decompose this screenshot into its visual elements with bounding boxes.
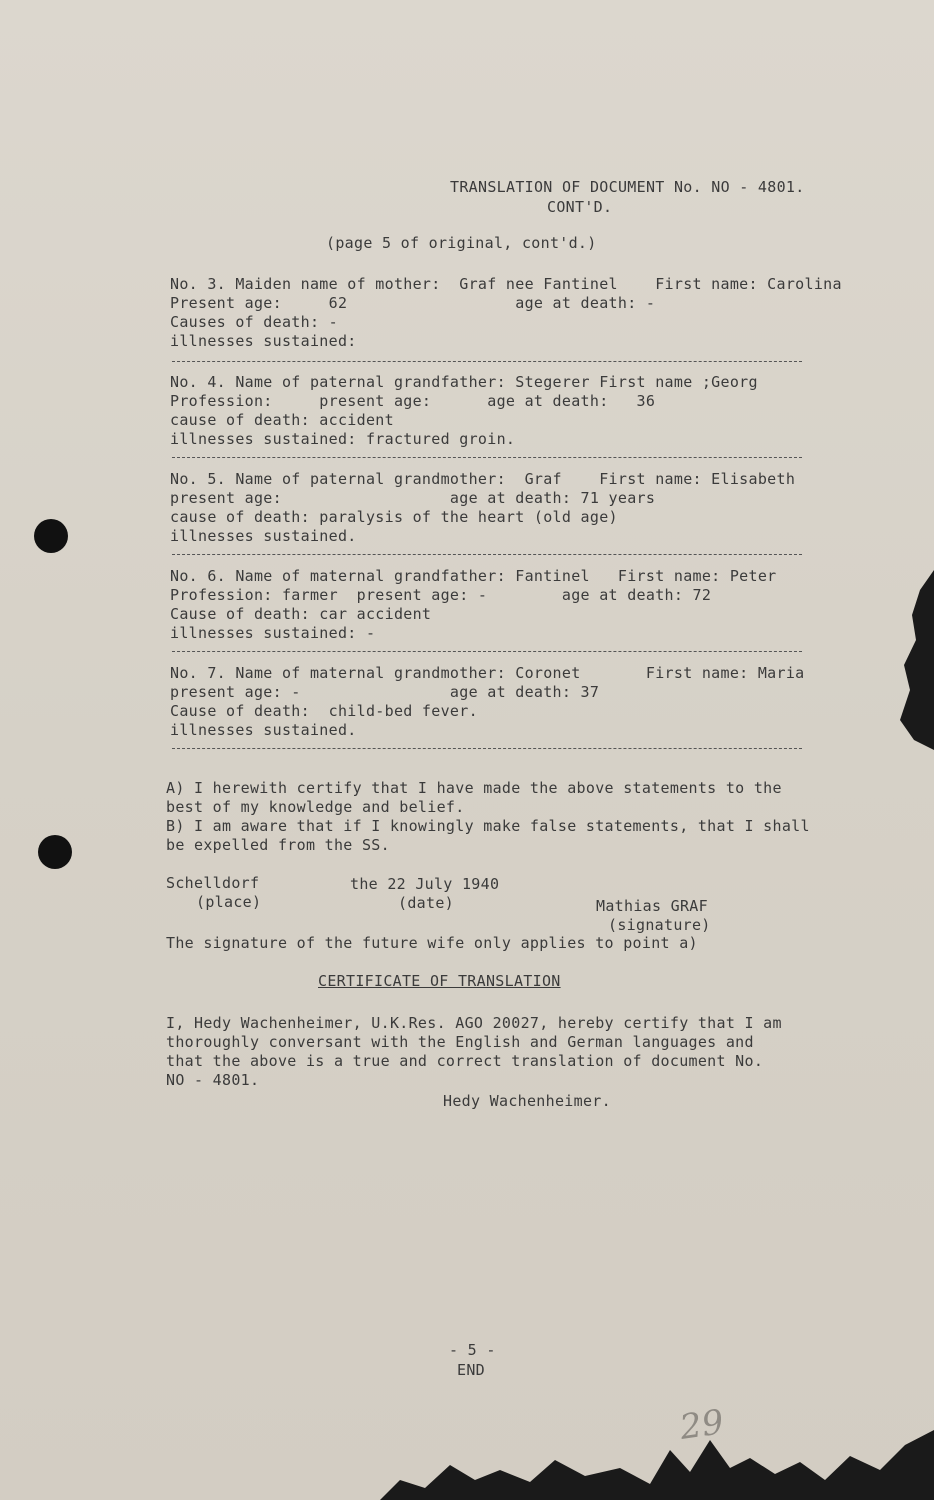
statement-b: B) I am aware that if I knowingly make false statements, that I shall bbox=[166, 817, 810, 835]
entry-line: illnesses sustained. bbox=[170, 721, 357, 739]
divider bbox=[172, 554, 802, 555]
torn-edge-shadow bbox=[890, 570, 934, 750]
certificate-line: I, Hedy Wachenheimer, U.K.Res. AGO 20027, hereby certify that I am bbox=[166, 1014, 782, 1032]
statement-a: best of my knowledge and belief. bbox=[166, 798, 465, 816]
entry-line: No. 5. Name of paternal grandmother: Graf First name: Elisabeth bbox=[170, 470, 796, 488]
entry-line: illnesses sustained. bbox=[170, 527, 357, 545]
place-label: (place) bbox=[196, 893, 262, 911]
entry-line: Cause of death: child-bed fever. bbox=[170, 702, 478, 720]
statement-a: A) I herewith certify that I have made the above statements to the bbox=[166, 779, 782, 797]
punch-hole bbox=[34, 519, 68, 553]
continued-label: CONT'D. bbox=[547, 198, 613, 216]
place-value: Schelldorf bbox=[166, 874, 260, 892]
entry-line: illnesses sustained: bbox=[170, 332, 357, 350]
entry-line: Profession: farmer present age: - age at death: 72 bbox=[170, 586, 712, 604]
end-label: END bbox=[457, 1361, 485, 1379]
entry-line: Present age: 62 age at death: - bbox=[170, 294, 656, 312]
page-number: - 5 - bbox=[449, 1341, 496, 1359]
page-note: (page 5 of original, cont'd.) bbox=[326, 234, 597, 252]
entry-line: illnesses sustained: - bbox=[170, 624, 376, 642]
divider bbox=[172, 457, 802, 458]
date-label: (date) bbox=[398, 894, 454, 912]
entry-line: No. 6. Name of maternal grandfather: Fantinel First name: Peter bbox=[170, 567, 777, 585]
torn-edge-shadow bbox=[380, 1410, 934, 1500]
statement-b: be expelled from the SS. bbox=[166, 836, 390, 854]
signature-note: The signature of the future wife only applies to point a) bbox=[166, 934, 698, 952]
entry-line: present age: age at death: 71 years bbox=[170, 489, 656, 507]
entry-line: cause of death: paralysis of the heart (old age) bbox=[170, 508, 618, 526]
entry-line: No. 3. Maiden name of mother: Graf nee Fantinel First name: Carolina bbox=[170, 275, 842, 293]
certificate-line: thoroughly conversant with the English and German languages and bbox=[166, 1033, 754, 1051]
signature-label: (signature) bbox=[608, 916, 711, 934]
signer-name: Mathias GRAF bbox=[596, 897, 708, 915]
entry-line: illnesses sustained: fractured groin. bbox=[170, 430, 516, 448]
entry-line: present age: - age at death: 37 bbox=[170, 683, 600, 701]
certificate-line: that the above is a true and correct translation of document No. bbox=[166, 1052, 764, 1070]
punch-hole bbox=[38, 835, 72, 869]
date-value: the 22 July 1940 bbox=[350, 875, 500, 893]
entry-line: Profession: present age: age at death: 36 bbox=[170, 392, 656, 410]
divider bbox=[172, 361, 802, 362]
certificate-line: NO - 4801. bbox=[166, 1071, 260, 1089]
translator-name: Hedy Wachenheimer. bbox=[443, 1092, 611, 1110]
document-title: TRANSLATION OF DOCUMENT No. NO - 4801. bbox=[450, 178, 805, 196]
entry-line: Causes of death: - bbox=[170, 313, 338, 331]
entry-line: No. 7. Name of maternal grandmother: Coronet First name: Maria bbox=[170, 664, 805, 682]
entry-line: No. 4. Name of paternal grandfather: Stegerer First name ;Georg bbox=[170, 373, 758, 391]
entry-line: cause of death: accident bbox=[170, 411, 394, 429]
certificate-heading: CERTIFICATE OF TRANSLATION bbox=[318, 972, 561, 990]
handwritten-page-number: 29 bbox=[677, 1402, 727, 1448]
divider bbox=[172, 651, 802, 652]
divider bbox=[172, 748, 802, 749]
entry-line: Cause of death: car accident bbox=[170, 605, 432, 623]
